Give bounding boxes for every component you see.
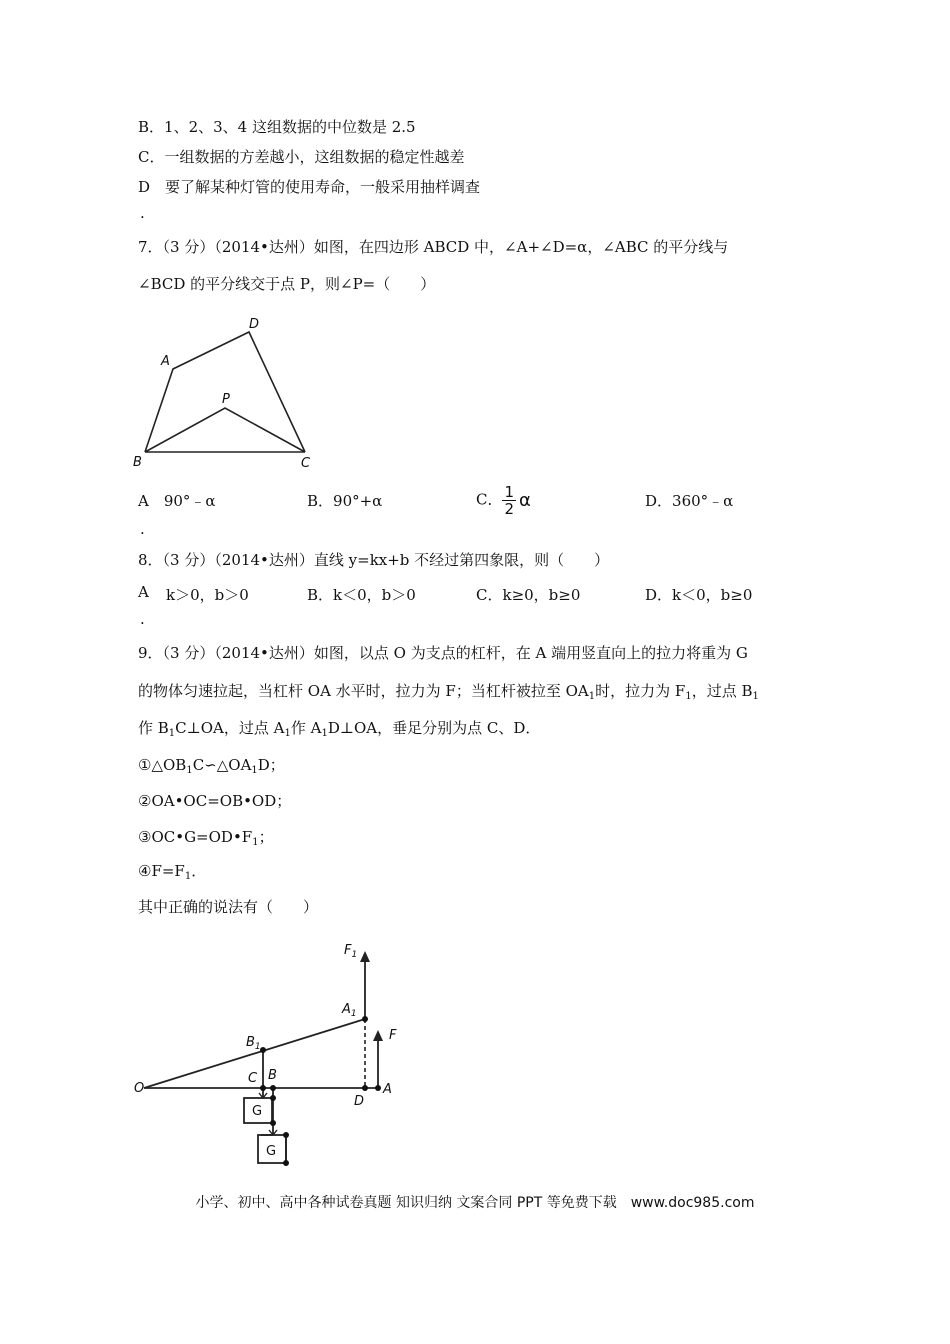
q6-dot: . [140, 204, 145, 222]
q7-fraction-denominator: 2 [504, 500, 515, 518]
q9-line2-part1: 的物体匀速拉起，当杠杆 OA 水平时，拉力为 F；当杠杆被拉至 OA [138, 682, 589, 700]
q9-weight-label-2: G [266, 1144, 277, 1159]
q9-question: 其中正确的说法有（ ） [138, 898, 319, 916]
q9-label-c: C [248, 1071, 258, 1086]
q9-sub: 1 [184, 871, 192, 882]
q9-label-f: F [389, 1028, 397, 1043]
q9-label-f1: $F_1$ [344, 943, 358, 960]
q9-statement-2: ②OA•OC=OB•OD； [138, 792, 292, 810]
q9-statement-1 [138, 755, 285, 775]
q9-sub: 1 [284, 728, 291, 739]
q9-label-b: B [268, 1068, 277, 1083]
q8-stem: 8．（3 分）（2014•达州）直线 y=kx+b 不经过第四象限，则（ ） [138, 551, 610, 569]
page-footer: 小学、初中、高中各种试卷真题 知识归纳 文案合同 PPT 等免费下载 www.doc985.com [195, 1195, 755, 1211]
q9-lever-figure [130, 935, 410, 1170]
q9-line3-part4: D⊥OA，垂足分别为点 C、D． [327, 719, 541, 737]
q9-statement-3 [138, 827, 274, 847]
q9-sub: 1 [588, 691, 596, 702]
q9-label-o: O [134, 1081, 145, 1096]
q8-option-a-letter: A [138, 583, 149, 601]
q7-option-c-alpha: α [519, 489, 531, 511]
q9-arrow-f1-icon [360, 951, 370, 962]
q7-label-c: C [301, 456, 311, 471]
q9-sub: 1 [321, 728, 328, 739]
q7-stem-line1: 7．（3 分）（2014•达州）如图，在四边形 ABCD 中，∠A+∠D=α，∠ABC 的平分线与 [138, 238, 729, 256]
q9-sub: 1 [251, 765, 258, 776]
q6-option-d: D 要了解某种灯管的使用寿命，一般采用抽样调查 [138, 178, 481, 196]
q9-sub: 1 [168, 728, 176, 739]
q7-half-fraction [502, 484, 516, 517]
q9-weight-label-1: G [252, 1104, 263, 1119]
q7-option-d: D．360°﹣α [645, 492, 734, 510]
q9-line2-part3: ，过点 B [691, 682, 753, 700]
q9-s4-part1: ④F=F [138, 862, 185, 880]
q8-option-d: D．k＜0，b≥0 [645, 586, 753, 604]
q7-quadrilateral-figure [125, 310, 325, 475]
q9-stem-line1: 9．（3 分）（2014•达州）如图，以点 O 为支点的杠杆，在 A 端用竖直向上的拉力将重为 G [138, 644, 748, 662]
q7-stem-line2: ∠BCD 的平分线交于点 P，则∠P=（ ） [138, 275, 436, 293]
q9-statement-4 [138, 861, 206, 881]
q9-stem-line3 [138, 718, 540, 738]
q7-fraction-numerator: 1 [504, 483, 515, 501]
q9-line2-part2: 时，拉力为 F [595, 682, 686, 700]
q6-option-c: C．一组数据的方差越小，这组数据的稳定性越差 [138, 148, 465, 166]
q9-arrow-f-icon [373, 1030, 383, 1041]
q9-sub: 1 [752, 691, 759, 702]
q7-option-c [476, 484, 531, 517]
q9-s1-part1: ①△OB [138, 756, 187, 774]
q9-line3-part3: 作 A [290, 719, 322, 737]
q9-label-b1: $B_1$ [246, 1035, 261, 1052]
q9-line3-part2: C⊥OA，过点 A [175, 719, 285, 737]
q6-option-b: B．1、2、3、4 这组数据的中位数是 2.5 [138, 118, 416, 136]
q7-label-d: D [249, 317, 260, 332]
q9-s3-part2: ； [258, 828, 274, 846]
q9-s1-part2: C∽△OA [192, 756, 252, 774]
q7-label-a: A [161, 354, 170, 369]
q7-label-p: P [222, 392, 230, 407]
q9-label-a1: $A_1$ [342, 1002, 357, 1019]
q9-sub: 1 [186, 765, 193, 776]
q8-option-c: C．k≥0，b≥0 [476, 586, 581, 604]
q9-s4-part2: ． [191, 862, 207, 880]
q7-option-c-prefix: C． [476, 490, 503, 509]
q9-label-a: A [383, 1082, 392, 1097]
q7-bisector-lines [145, 408, 305, 452]
q9-label-d: D [354, 1094, 365, 1109]
q7-dot: . [140, 520, 145, 538]
q7-option-a: A 90°﹣α [138, 492, 216, 510]
q8-option-a: k＞0，b＞0 [166, 586, 249, 604]
q9-s3-part1: ③OC•G=OD•F [138, 828, 253, 846]
q8-dot: . [140, 610, 145, 628]
q9-sub: 1 [685, 691, 692, 702]
q9-stem-line2 [138, 681, 759, 701]
q9-sub: 1 [252, 837, 259, 848]
q9-s1-part3: D； [257, 756, 285, 774]
q8-option-b: B．k＜0，b＞0 [307, 586, 416, 604]
q7-label-b: B [133, 455, 142, 470]
q7-option-b: B．90°+α [307, 492, 383, 510]
q9-line3-part1: 作 B [138, 719, 169, 737]
